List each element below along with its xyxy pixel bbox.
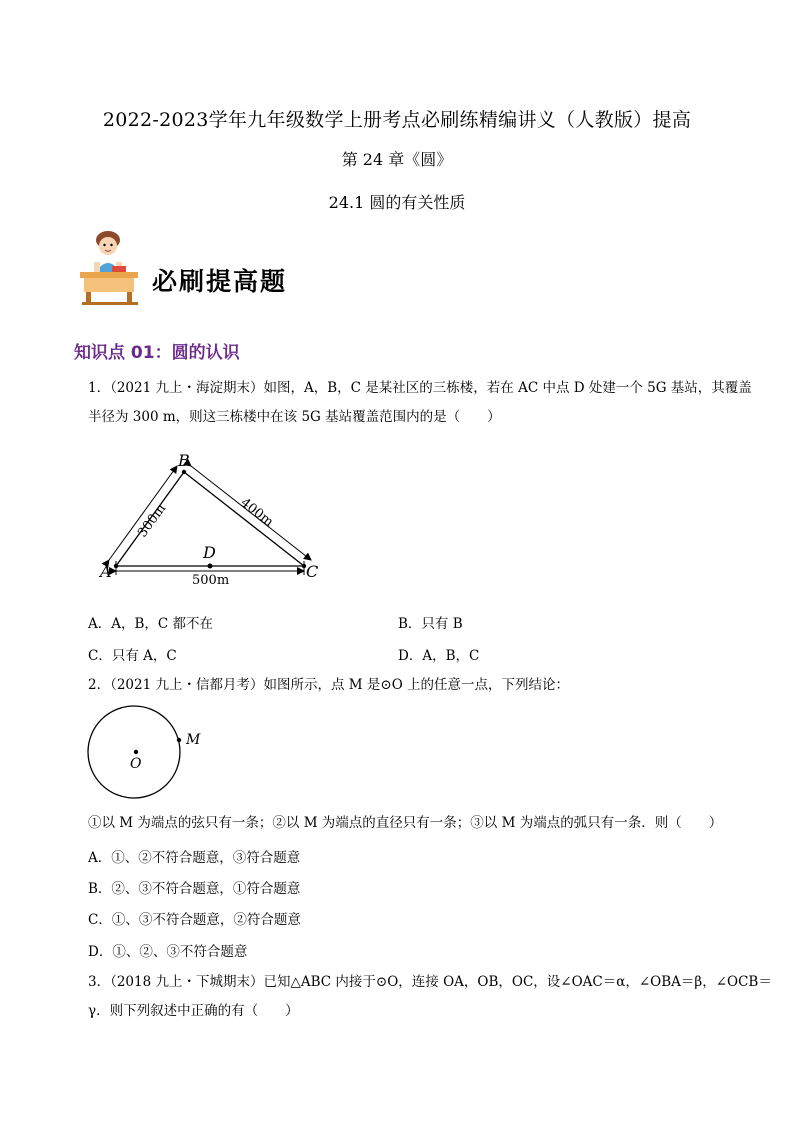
section-title: 24.1 圆的有关性质 bbox=[328, 193, 466, 212]
question-1-line-2: 半径为 300 m，则这三栋楼中在该 5G 基站覆盖范围内的是（ ） bbox=[88, 409, 501, 425]
circle-o-figure bbox=[86, 700, 216, 806]
label-300m: 300m bbox=[135, 501, 170, 541]
question-2-line-1: 2．（2021 九上・信都月考）如图所示，点 M 是⊙O 上的任意一点，下列结论： bbox=[88, 677, 570, 693]
question-2-option-d[interactable]: D．①、②、③不符合题意 bbox=[88, 944, 248, 960]
point-b bbox=[182, 470, 186, 474]
point-o bbox=[134, 750, 138, 754]
question-1-option-a[interactable]: A．A，B，C 都不在 bbox=[88, 616, 214, 632]
label-b: B bbox=[178, 451, 190, 470]
question-2-option-b[interactable]: B．②、③不符合题意，①符合题意 bbox=[88, 881, 301, 897]
label-m: M bbox=[186, 732, 201, 748]
label-a: A bbox=[100, 562, 112, 581]
question-1-line-1: 1．（2021 九上・海淀期末）如图，A，B，C 是某社区的三栋楼，若在 AC 中点 D 处建一个 5G 基站，其覆盖 bbox=[88, 380, 752, 396]
side-bc bbox=[184, 472, 304, 566]
question-1-option-c[interactable]: C．只有 A，C bbox=[88, 648, 177, 664]
question-2-option-c[interactable]: C．①、③不符合题意，②符合题意 bbox=[88, 912, 301, 928]
label-c: C bbox=[306, 562, 319, 581]
triangle-abc-figure bbox=[96, 446, 336, 588]
point-a bbox=[114, 564, 118, 568]
label-500m: 500m bbox=[192, 573, 230, 588]
banner-title: 必刷提高题 bbox=[152, 267, 288, 296]
label-o: O bbox=[130, 756, 142, 772]
point-d bbox=[208, 564, 213, 569]
label-d: D bbox=[203, 543, 216, 562]
question-2-option-a[interactable]: A．①、②不符合题意，③符合题意 bbox=[88, 850, 301, 866]
label-400m: 400m bbox=[237, 495, 277, 531]
question-3-line-1: 3．（2018 九上・下城期末）已知△ABC 内接于⊙O，连接 OA，OB，OC，设∠OAC＝α，∠OBA＝β，∠OCB＝ bbox=[88, 974, 772, 990]
document-title: 2022-2023学年九年级数学上册考点必刷练精编讲义（人教版）提高 bbox=[102, 109, 692, 131]
question-1-option-d[interactable]: D．A，B，C bbox=[398, 648, 480, 664]
question-1-option-b[interactable]: B．只有 B bbox=[398, 616, 463, 632]
knowledge-point-heading: 知识点 01：圆的认识 bbox=[74, 343, 240, 363]
question-2-statement: ①以 M 为端点的弦只有一条；②以 M 为端点的直径只有一条；③以 M 为端点的弧只有一条．则（ ） bbox=[88, 815, 723, 831]
point-m bbox=[177, 738, 181, 742]
question-3-line-2: γ．则下列叙述中正确的有（ ） bbox=[88, 1003, 299, 1019]
chapter-title: 第 24 章《圆》 bbox=[341, 150, 453, 169]
